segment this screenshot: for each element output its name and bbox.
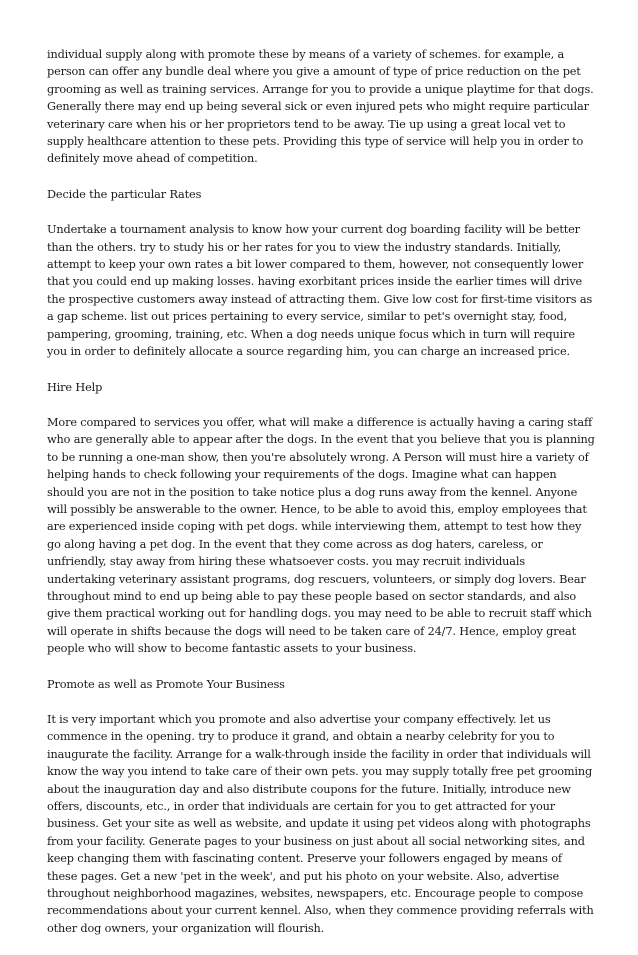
body-paragraph: individual supply along with promote these by means of a variety of schemes. for example, a person can offer any bundle deal where you give a amount of type of price reduction on the pet grooming as well as training services. Arrange for you to provide a unique playtime for that dogs. Generally there may end up being several sick or even injured pets who might require particular veterinary care when his or her proprietors tend to be away. Tie up using a great local vet to supply healthcare attention to these pets. Providing this type of service will help you in order to definitely move ahead of competition. [47,48,594,166]
section-heading-rates: Decide the particular Rates [47,187,202,201]
section-heading-promote: Promote as well as Promote Your Business [47,677,285,691]
body-paragraph: More compared to services you offer, what will make a difference is actually having a caring staff who are generally able to appear after the dogs. In the event that you believe that you is planning to be running a one-man show, then you're absolutely wrong. A Person will must hire a variety of helping hands to check following your requirements of the dogs. Imagine what can happen should you are not in the position to take notice plus a dog runs away from the kennel. Anyone will possibly be answerable to the owner. Hence, to be able to avoid this, employ employees that are experienced inside coping with pet dogs. while interviewing them, attempt to test how they go along having a pet dog. In the event that they come across as dog haters, careless, or unfriendly, stay away from hiring these whatsoever costs. you may recruit individuals undertaking veterinary assistant programs, dog rescuers, volunteers, or simply dog lovers. Bear throughout mind to end up being able to pay these people based on sector standards, and also give them practical working out for handling dogs. you may need to be able to recruit staff which will operate in shifts because the dogs will need to be taken care of 24/7. Hence, employ great people who will show to become fantastic assets to your business. [47,415,595,656]
section-heading-hire-help: Hire Help [47,380,103,394]
body-paragraph: It is very important which you promote and also advertise your company effectively. let us commence in the opening. try to produce it grand, and obtain a nearby celebrity for you to inaugurate the facility. Arrange for a walk-through inside the facility in order that individuals will know the way you intend to take care of their own pets. you may supply totally free pet grooming about the inauguration day and also distribute coupons for the future. Initially, introduce new offers, discounts, etc., in order that individuals are certain for you to get attracted for your business. Get your site as well as website, and update it using pet videos along with photographs from your facility. Generate pages to your business on just about all social networking sites, and keep changing them with fascinating content. Preserve your followers engaged by means of these pages. Get a new 'pet in the week', and put his photo on your website. Also, advertise throughout neighborhood magazines, websites, newspapers, etc. Encourage people to compose recommendations about your current kennel. Also, when they commence providing referrals with other dog owners, your organization will flourish. [47,713,594,935]
body-paragraph: Undertake a tournament analysis to know how your current dog boarding facility will be better than the others. try to study his or her rates for you to view the industry standards. Initially, attempt to keep your own rates a bit lower compared to them, however, not consequently lower that you could end up making losses. having exorbitant prices inside the earlier times will drive the prospective customers away instead of attracting them. Give low cost for first-time visitors as a gap scheme. list out prices pertaining to every service, similar to pet's overnight stay, food, pampering, grooming, training, etc. When a dog needs unique focus which in turn will require you in order to definitely allocate a source regarding him, you can charge an increased price. [47,223,593,359]
document-page [47,46,595,955]
